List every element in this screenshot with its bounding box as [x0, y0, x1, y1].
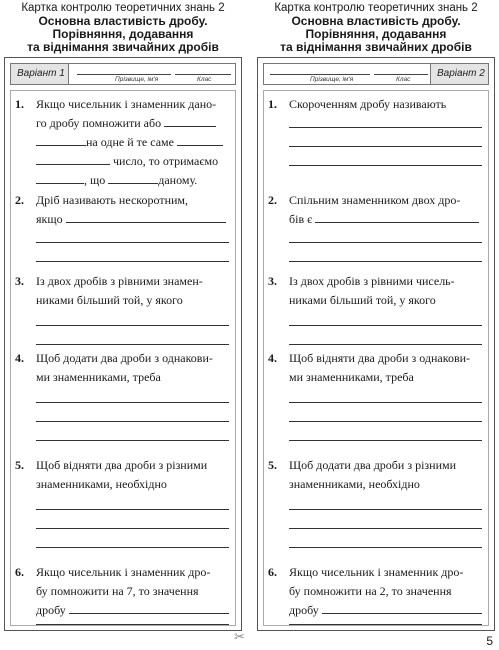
answer-line[interactable]: [36, 440, 229, 441]
answer-line[interactable]: [36, 421, 229, 422]
answer-line[interactable]: [36, 325, 229, 326]
card-variant-1: [4, 0, 242, 617]
question-number: 5.: [268, 458, 277, 472]
card-variant-2: [257, 0, 495, 617]
card-title-line-2: Порівняння, додавання: [305, 27, 447, 41]
variant-label: Варіант 2: [430, 64, 488, 84]
name-bar: [10, 63, 236, 85]
answer-line[interactable]: [289, 325, 482, 326]
card-title-line-3: та віднімання звичайних дробів: [27, 40, 219, 54]
card-header: [4, 0, 242, 54]
card-title-line-3: та віднімання звичайних дробів: [280, 40, 472, 54]
questions-area: [10, 90, 236, 626]
card-frame: [257, 57, 495, 631]
name-field[interactable]: [77, 74, 171, 75]
question-number: 6.: [268, 565, 277, 579]
class-field[interactable]: [175, 74, 231, 75]
answer-line[interactable]: [36, 509, 229, 510]
answer-line[interactable]: [289, 440, 482, 441]
answer-line[interactable]: [289, 547, 482, 548]
class-caption: Клас: [197, 76, 212, 83]
question-number: 6.: [15, 565, 24, 579]
text-line: Щоб додати два дроби з різними: [289, 458, 457, 472]
answer-line[interactable]: [36, 242, 229, 243]
answer-line[interactable]: [36, 624, 229, 625]
text-line: бу помножити на 2, то значення: [289, 584, 452, 598]
card-title-line-1: Основна властивість дробу.: [291, 14, 461, 28]
text-line: никами більший той, у якого: [36, 293, 183, 307]
question-text: [289, 95, 482, 114]
answer-blank[interactable]: [36, 134, 86, 146]
name-bar: [263, 63, 489, 85]
text-line: Скороченням дробу називають: [289, 97, 447, 111]
question-number: 4.: [268, 351, 277, 365]
question-number: 1.: [268, 97, 277, 111]
question-text: [36, 95, 229, 190]
text-line: дробу: [36, 603, 66, 617]
answer-line[interactable]: [289, 261, 482, 262]
answer-line[interactable]: [289, 127, 482, 128]
name-field[interactable]: [270, 74, 370, 75]
answer-blank[interactable]: [315, 211, 479, 223]
question-text: [289, 191, 482, 229]
text-line: Щоб відняти два дроби з однакови-: [289, 351, 471, 365]
text-line: ми знаменниками, треба: [36, 370, 161, 384]
answer-line[interactable]: [36, 344, 229, 345]
text-line: никами більший той, у якого: [289, 293, 436, 307]
name-caption: Прізвище, ім'я: [310, 76, 354, 83]
answer-line[interactable]: [289, 421, 482, 422]
card-title-line-2: Порівняння, додавання: [52, 27, 194, 41]
text-line: число, то отримаємо: [113, 154, 219, 168]
class-caption: Клас: [396, 76, 411, 83]
answer-line[interactable]: [289, 624, 482, 625]
text-line: на одне й те саме: [86, 135, 174, 149]
answer-line[interactable]: [36, 261, 229, 262]
answer-line[interactable]: [289, 242, 482, 243]
card-title-line-1: Основна властивість дробу.: [38, 14, 208, 28]
question-number: 3.: [15, 274, 24, 288]
answer-line[interactable]: [289, 146, 482, 147]
answer-line[interactable]: [289, 509, 482, 510]
question-text: [289, 456, 482, 494]
text-line: даному.: [158, 173, 198, 187]
text-line: бів є: [289, 212, 313, 226]
answer-line[interactable]: [36, 547, 229, 548]
answer-line[interactable]: [36, 528, 229, 529]
page-number: 5: [486, 634, 493, 648]
answer-blank[interactable]: [108, 172, 158, 184]
answer-blank[interactable]: [66, 211, 226, 223]
answer-blank[interactable]: [322, 602, 482, 614]
text-line: бу помножити на 7, то значення: [36, 584, 199, 598]
question-number: 3.: [268, 274, 277, 288]
card-subtitle: Картка контролю теоретичних знань 2: [21, 2, 225, 14]
text-line: дробу: [289, 603, 319, 617]
text-line: Щоб відняти два дроби з різними: [36, 458, 208, 472]
text-line: якщо: [36, 212, 63, 226]
answer-blank[interactable]: [69, 602, 229, 614]
card-frame: [4, 57, 242, 631]
answer-blank[interactable]: [36, 172, 84, 184]
text-line: Із двох дробів з рівними знамен-: [36, 274, 203, 288]
question-text: [36, 349, 229, 387]
question-text: [289, 563, 482, 620]
question-number: 2.: [15, 193, 24, 207]
name-caption: Прізвище, ім'я: [115, 76, 159, 83]
text-line: ми знаменниками, треба: [289, 370, 414, 384]
class-field[interactable]: [374, 74, 428, 75]
answer-line[interactable]: [289, 402, 482, 403]
question-text: [36, 563, 229, 620]
answer-line[interactable]: [36, 402, 229, 403]
answer-blank[interactable]: [177, 134, 223, 146]
answer-line[interactable]: [289, 165, 482, 166]
question-number: 1.: [15, 97, 24, 111]
question-number: 2.: [268, 193, 277, 207]
text-line: Якщо чисельник і знаменник дро-: [36, 565, 211, 579]
answer-blank[interactable]: [164, 115, 216, 127]
variant-label: Варіант 1: [11, 64, 69, 84]
answer-blank[interactable]: [36, 153, 110, 165]
question-number: 4.: [15, 351, 24, 365]
text-line: знаменниками, необхідно: [289, 477, 420, 491]
scissors-icon: ✂: [234, 630, 245, 645]
text-line: го дробу помножити або: [36, 116, 162, 130]
text-line: Якщо чисельник і знаменник дано-: [36, 97, 217, 111]
answer-line[interactable]: [289, 344, 482, 345]
card-header: [257, 0, 495, 54]
question-text: [36, 272, 229, 310]
text-line: Щоб додати два дроби з однакови-: [36, 351, 213, 365]
question-text: [289, 272, 482, 310]
text-line: Дріб називають нескоротним,: [36, 193, 189, 207]
question-text: [289, 349, 482, 387]
answer-line[interactable]: [289, 528, 482, 529]
question-number: 5.: [15, 458, 24, 472]
text-line: Із двох дробів з рівними чисель-: [289, 274, 455, 288]
text-line: , що: [84, 173, 106, 187]
card-subtitle: Картка контролю теоретичних знань 2: [274, 2, 478, 14]
text-line: знаменниками, необхідно: [36, 477, 167, 491]
question-text: [36, 191, 229, 229]
question-text: [36, 456, 229, 494]
questions-area: [263, 90, 489, 626]
text-line: Якщо чисельник і знаменник дро-: [289, 565, 464, 579]
text-line: Спільним знаменником двох дро-: [289, 193, 461, 207]
